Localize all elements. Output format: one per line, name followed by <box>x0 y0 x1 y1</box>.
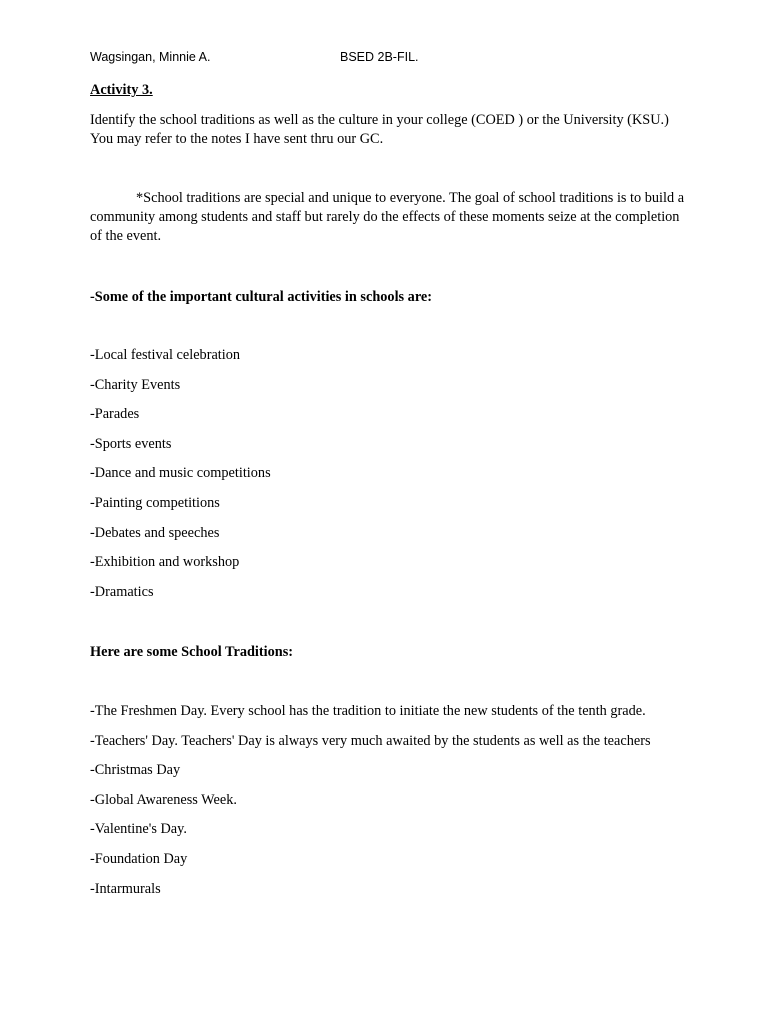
school-traditions-list <box>90 702 651 909</box>
intro-line: *School traditions are special and unique to everyone. The goal of school traditions is to build a <box>136 190 685 206</box>
activity-title: Activity 3. <box>90 82 153 98</box>
school-traditions-heading: Here are some School Traditions: <box>90 644 294 660</box>
list-item: -The Freshmen Day. Every school has the tradition to initiate the new students of the tenth grade. <box>90 703 646 719</box>
list-item: -Foundation Day <box>90 850 188 867</box>
course-section: BSED 2B-FIL. <box>340 50 419 64</box>
list-item: -Valentine's Day. <box>90 821 187 838</box>
list-item: -Painting competitions <box>90 494 220 511</box>
list-item: -Debates and speeches <box>90 524 220 541</box>
list-item: -Parades <box>90 406 140 423</box>
intro-line: of the event. <box>90 228 162 244</box>
list-item: -Intarmurals <box>90 880 161 897</box>
list-item: -Global Awareness Week. <box>90 791 237 808</box>
list-item: -Christmas Day <box>90 762 181 779</box>
list-item: -Dramatics <box>90 583 154 600</box>
intro-line: community among students and staff but rarely do the effects of these moments seize at the completion <box>90 209 680 225</box>
instruction-line: Identify the school traditions as well as the culture in your college (COED ) or the University (KSU.) <box>90 112 669 128</box>
list-item: -Teachers' Day. Teachers' Day is always very much awaited by the students as well as the teachers <box>90 732 651 749</box>
activity-instructions <box>90 111 730 149</box>
list-item: -Charity Events <box>90 376 181 393</box>
list-item: -Local festival celebration <box>90 347 241 363</box>
list-item: -Dance and music competitions <box>90 465 271 482</box>
list-item: -Exhibition and workshop <box>90 554 240 571</box>
list-item: -Sports events <box>90 435 172 452</box>
cultural-activities-heading: -Some of the important cultural activities in schools are: <box>90 289 433 305</box>
cultural-activities-list <box>90 346 271 612</box>
instruction-line: You may refer to the notes I have sent thru our GC. <box>90 131 384 147</box>
author-name: Wagsingan, Minnie A. <box>90 50 211 64</box>
intro-paragraph <box>90 189 730 246</box>
